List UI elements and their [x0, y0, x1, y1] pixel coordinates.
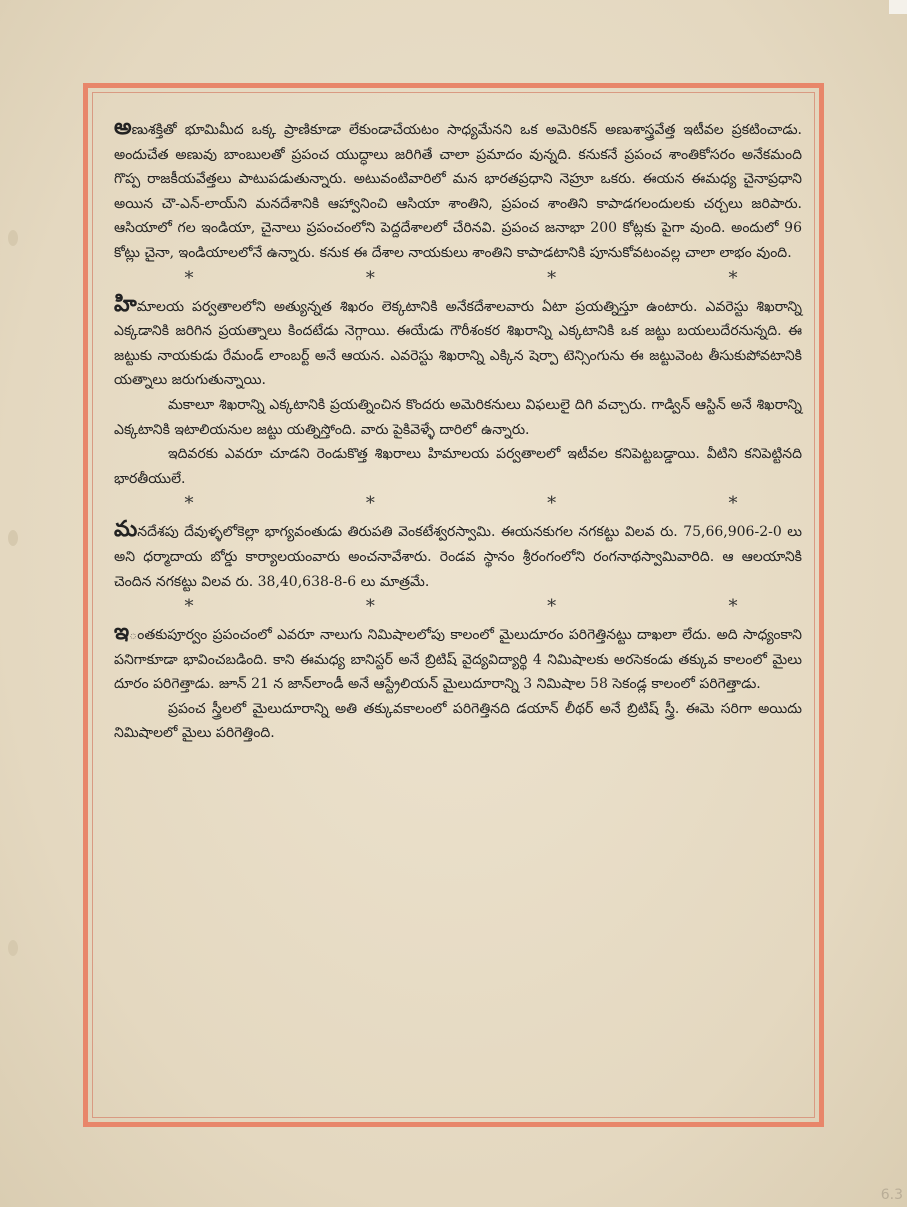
news-paragraph-women-mile: ప్రపంచ స్త్రీలలో మైలుదూరాన్ని అతి తక్కువకాలంలో పరిగెత్తినది డయాన్ లీథర్ అనే బ్రిటిష్ స్త్రీ. ఈమె సరిగా అయిదు నిమిషాలలో మైలు పరిగెత్తింది.	[114, 700, 802, 742]
section-separator	[114, 491, 802, 517]
news-paragraph-mile-run: ఇంతకుపూర్వం ప్రపంచంలో ఎవరూ నాలుగు నిమిషాలలోపు కాలంలో మైలుదూరం పరిగెత్తినట్టు దాఖలా లేదు. అది సాధ్యంకాని పనిగాకూడా భావించబడింది. కాని ఈమధ్య బానిస్టర్ అనే బ్రిటిష్ వైద్యవిద్యార్థి 4 నిమిషాలకు అరసెకండు తక్కువ కాలంలో మైలు దూరం పరిగెత్తాడు. జూన్ 21 న జాన్‌లాండీ అనే ఆస్ట్రేలియన్ మైలుదూరాన్ని 3 నిమిషాల 58 సెకండ్ల కాలంలో పరిగెత్తాడు.	[114, 619, 802, 693]
star-glyph: *	[728, 493, 738, 515]
drop-cap: అ	[114, 114, 132, 140]
section-separator	[114, 266, 802, 292]
news-paragraph-atomic: అణుశక్తితో భూమిమీద ఒక్క ప్రాణికూడా లేకుండాచేయటం సాధ్యమేనని ఒక అమెరికన్ అణుశాస్త్రవేత్త ఇటీవల ప్రకటించాడు. అందుచేత అణువు బాంబులతో ప్రపంచ యుద్ధాలు జరిగితే చాలా ప్రమాదం వున్నది. కనుకనే ప్రపంచ శాంతికోసరం అనేకమంది గొప్ప రాజకీయవేత్తలు పాటుపడుతున్నారు. అటువంటివారిలో మన భారతప్రధాని నెహ్రూ ఒకరు. ఈయన ఈమధ్య చైనాప్రధాని అయిన చౌ-ఎన్-లాయ్‌ని మనదేశానికి ఆహ్వానించి ఆసియా శాంతిని, ప్రపంచ శాంతిని కాపాడగలందులకు చర్చలు జరిపారు. ఆసియాలో గల ఇండియా, చైనాలు ప్రపంచంలోని పెద్దదేశాలలో చేరినవి. ప్రపంచ జనాభా 200 కోట్లకు పైగా వుంది. అందులో 96 కోట్లు చైనా, ఇండియాలలోనే ఉన్నారు. కనుక ఈ దేశాల నాయకులు శాంతిని కాపాడటానికి పూనుకోవటంవల్ల చాలా లాభం వుంది.	[114, 114, 802, 261]
news-paragraph-himalaya: హిమాలయ పర్వతాలలోని అత్యున్నత శిఖరం లెక్కటానికి అనేకదేశాలవారు ఏటా ప్రయత్నిస్తూ ఉంటారు. ఎవరెస్టు శిఖరాన్ని ఎక్కడానికి జరిగిన ప్రయత్నాలు కిందటేడు నెగ్గాయి. ఈయేడు గౌరీశంకర శిఖరాన్ని ఎక్కటానికి ఒక జట్టు బయలుదేరనున్నది. ఈ జట్టుకు నాయకుడు రేమండ్ లాంబర్ట్ అనే ఆయన. ఎవరెస్టు శిఖరాన్ని ఎక్కిన షెర్పా టెన్సింగును ఈ జట్టువెంట తీసుకుపోవటానికి యత్నాలు జరుగుతున్నాయి.	[114, 290, 802, 389]
section-separator	[114, 594, 802, 620]
punch-hole-mark	[8, 940, 18, 956]
page-corner	[889, 0, 907, 14]
star-glyph: *	[184, 267, 194, 289]
star-glyph: *	[184, 493, 194, 515]
star-glyph: *	[184, 596, 194, 618]
drop-cap: మ	[114, 516, 138, 543]
article-content	[114, 115, 802, 746]
drop-cap: హి	[114, 290, 137, 317]
star-glyph: *	[547, 596, 557, 618]
page-number: 6.3	[880, 1187, 903, 1203]
star-glyph: *	[365, 267, 375, 289]
news-paragraph-new-peaks: ఇదివరకు ఎవరూ చూడని రెండుకొత్త శిఖరాలు హిమాలయ పర్వతాలలో ఇటీవల కనిపెట్టబడ్డాయి. వీటిని కనిపెట్టినది భారతీయులే.	[114, 446, 802, 487]
star-glyph: *	[547, 267, 557, 289]
star-glyph: *	[728, 596, 738, 618]
drop-cap: ఇ	[114, 619, 130, 646]
punch-hole-mark	[8, 530, 18, 546]
news-paragraph-makalu: మకాలూ శిఖరాన్ని ఎక్కటానికి ప్రయత్నించిన కొందరు అమెరికనులు విఫలులై దిగి వచ్చారు. గాడ్విన్ ఆస్టిన్ అనే శిఖరాన్ని ఎక్కటానికి ఇటాలియనుల జట్టు యత్నిస్తోంది. వారు పైకివెళ్ళే దారిలో ఉన్నారు.	[114, 396, 802, 438]
punch-hole-mark	[8, 230, 18, 246]
news-paragraph-tirupati: మనదేశపు దేవుళ్ళలోకెల్లా భాగ్యవంతుడు తిరుపతి వెంకటేశ్వరస్వామి. ఈయనకుగల నగకట్టు విలవ రు. 75,66,906-2-0 లు అని ధర్మాదాయ బోర్డు కార్యాలయంవారు అంచనావేశారు. రెండవ స్థానం శ్రీరంగంలోని రంగనాథస్వామివారిది. ఆ ఆలయానికి చెందిన నగకట్టు విలవ రు. 38,40,638-8-6 లు మాత్రమే.	[114, 516, 802, 590]
star-glyph: *	[547, 493, 557, 515]
star-glyph: *	[728, 267, 738, 289]
star-glyph: *	[365, 493, 375, 515]
star-glyph: *	[365, 596, 375, 618]
